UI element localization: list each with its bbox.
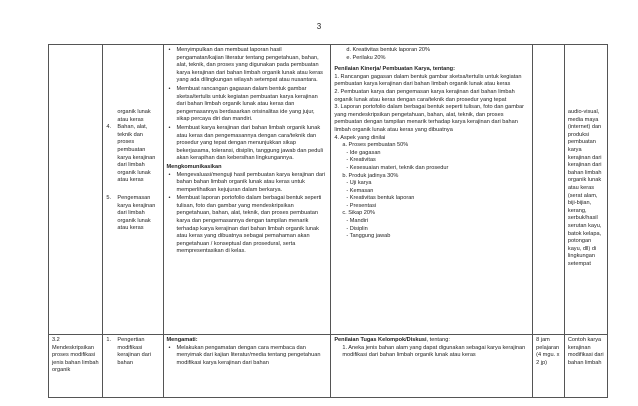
sources-cell: Contoh karya kerajinan modifikasi dari bahan limbah (564, 335, 607, 398)
assessment-heading: Penilaian Tugas Kelompok/Diskusi, tentang: (334, 337, 450, 343)
assessment-heading: Penilaian Kinerja/ Pembuatan Karya, tentang: (334, 66, 455, 73)
activity-item: • Membuat laporan portofolio dalam berbagai bentuk seperti tulisan, foto dan gambar yang mendeskripsikan pengetahuan, bahan, alat, teknik, dan proses pembuatan karya dan pengemasannya dengan tampilan menarik terhadap karya kerajinan dari bahan limbah organik lunak atau keras yang dibuatnya sebagai pemahaman akan pengetahuan / konseptual dan prosedural, serta mempresentasikan di kelas. (177, 195, 328, 256)
aspect-line: c. Sikap 20% (342, 210, 375, 217)
assessment-item: 1. Rancangan gagasan dalam bentuk gambar sketsa/tertulis untuk kegiatan pembuatan karya kerajinan dari bahan limbah organik lunak atau keras (334, 73, 522, 88)
aspect-line: a. Proses pembuatan 50% (342, 142, 409, 149)
communicate-heading: Mengkomunikasikan (166, 163, 222, 170)
learning-activities-cell (163, 45, 331, 335)
activity-item: • Membuat karya kerajinan dari bahan limbah organik lunak atau keras dan pengemasannya dengan cara/teknik dan prosedur yang tepat dengan menunjukkan sikap bekerjasama, toleransi, disiplin, tanggung jawab dan peduli akan kerapihan dan kebersihan lingkungannya. (177, 125, 328, 163)
sources-text: audio-visual, media maya (internet) dan produksi pembuatan karya kerajinan dari kerajinan dari bahan limbah organik lunak atau keras (serat alam, biji-bijian, kerang, serbuk/hasil serutan kayu, batok kelapa, potongan kayu, dll) di lingkungan setempat (567, 109, 602, 267)
material-item: 1. Pengertian modifikasi kerajinan dari bahan (106, 337, 152, 366)
assessment-item: 4. Aspek yang dinilai (334, 134, 386, 141)
assessment-line: d. Kreativitas bentuk laporan 20% (346, 47, 430, 53)
material-item: 4. Bahan, alat, teknik dan proses pembuatan karya kerajinan dari limbah organik lunak atau keras (106, 124, 156, 184)
activity-item: • Mengevaluasi/menguji hasil pembuatan karya kerajinan dari bahan bahan limbah organik lunak atau keras untuk memperlihatkan kejujuran dalam berkarya. (177, 172, 328, 195)
table-row (49, 45, 608, 335)
assessment-cell (331, 45, 533, 335)
table-row (49, 335, 608, 398)
sources-cell (564, 45, 607, 335)
aspect-line: - Uji karya (346, 180, 372, 187)
aspect-line: b. Produk jadinya 30% (342, 172, 399, 179)
assessment-item: 1. Aneka jenis bahan alam yang dapat digunakan sebagai karya kerajinan modifikasi dari bahan limbah organik lunak atau keras (342, 344, 526, 359)
aspect-line: - Kreativitas (346, 157, 376, 164)
time-cell: 8 jam pelajaran (4 mgu. x 2 jp) (533, 335, 565, 398)
aspect-line: - Kesesuaian materi, teknik dan prosedur (346, 164, 449, 171)
aspect-line: - Presentasi (346, 202, 377, 209)
aspect-line: - Mandiri (346, 218, 369, 225)
aspect-line: - Ide gagasan (346, 149, 381, 156)
aspect-line: - Tanggung jawab (346, 233, 391, 240)
kd-cell-empty (49, 45, 103, 335)
activity-item: • Melakukan pengamatan dengan cara membaca dan menyimak dari kajian literatur/media tentang pengetahuan modifikasi karya kerajinan dari bahan (177, 345, 328, 368)
syllabus-table (48, 44, 608, 398)
material-item: organik lunak atau keras (117, 109, 151, 123)
aspect-line: - Kemasan (346, 187, 374, 194)
activity-item: • Menyimpulkan dan membuat laporan hasil pengamatan/kajian literatur tentang pengetahuan, bahan, alat, teknik, dan proses yang digunakan pada pembuatan karya kerajinan dari bahan limbah organik lunak atau keras yang ada dilingkungan wilayah setempat atau nusantara. (177, 47, 328, 85)
activity-item: • Membuat rancangan gagasan dalam bentuk gambar sketsa/tertulis untuk kegiatan pembuatan karya kerajinan dari bahan limbah organik lunak atau keras dan pengemasannya berdasarkan orisinalitas ide yang jujur, sikap percaya diri dan mandiri. (177, 86, 328, 124)
time-cell-empty (533, 45, 565, 335)
assessment-cell (331, 335, 533, 398)
assessment-item: 2. Pembuatan karya dan pengemasan karya kerajinan dari bahan limbah organik lunak atau keras dengan cara/teknik dan prosedur yang tepat (334, 88, 515, 103)
kd-cell: 3.2 Mendeskripsikan proses modifikasi jenis bahan limbah organik (49, 335, 103, 398)
aspect-line: - Disiplin (346, 225, 368, 232)
materials-cell (103, 335, 163, 398)
material-item: 5. Pengemasan karya kerajinan dari limbah organik lunak atau keras (106, 194, 156, 232)
aspect-line: - Kreativitas bentuk laporan (346, 195, 415, 202)
materials-cell (103, 45, 163, 335)
learning-activities-cell (163, 335, 331, 398)
assessment-item: 3. Laporan portofolio dalam berbagai bentuk seperti tulisan, foto dan gambar yang mendeskripsikan pengetahuan, bahan, alat, teknik, dan proses pembuatan dengan tampilan menarik terhadap karya kerajinan dari bahan limbah organik lunak atau keras yang dibuatnya (334, 104, 525, 133)
observe-heading: Mengamati: (166, 337, 198, 343)
page-number: 3 (316, 22, 322, 31)
assessment-line: e. Perilaku 20% (346, 54, 386, 61)
